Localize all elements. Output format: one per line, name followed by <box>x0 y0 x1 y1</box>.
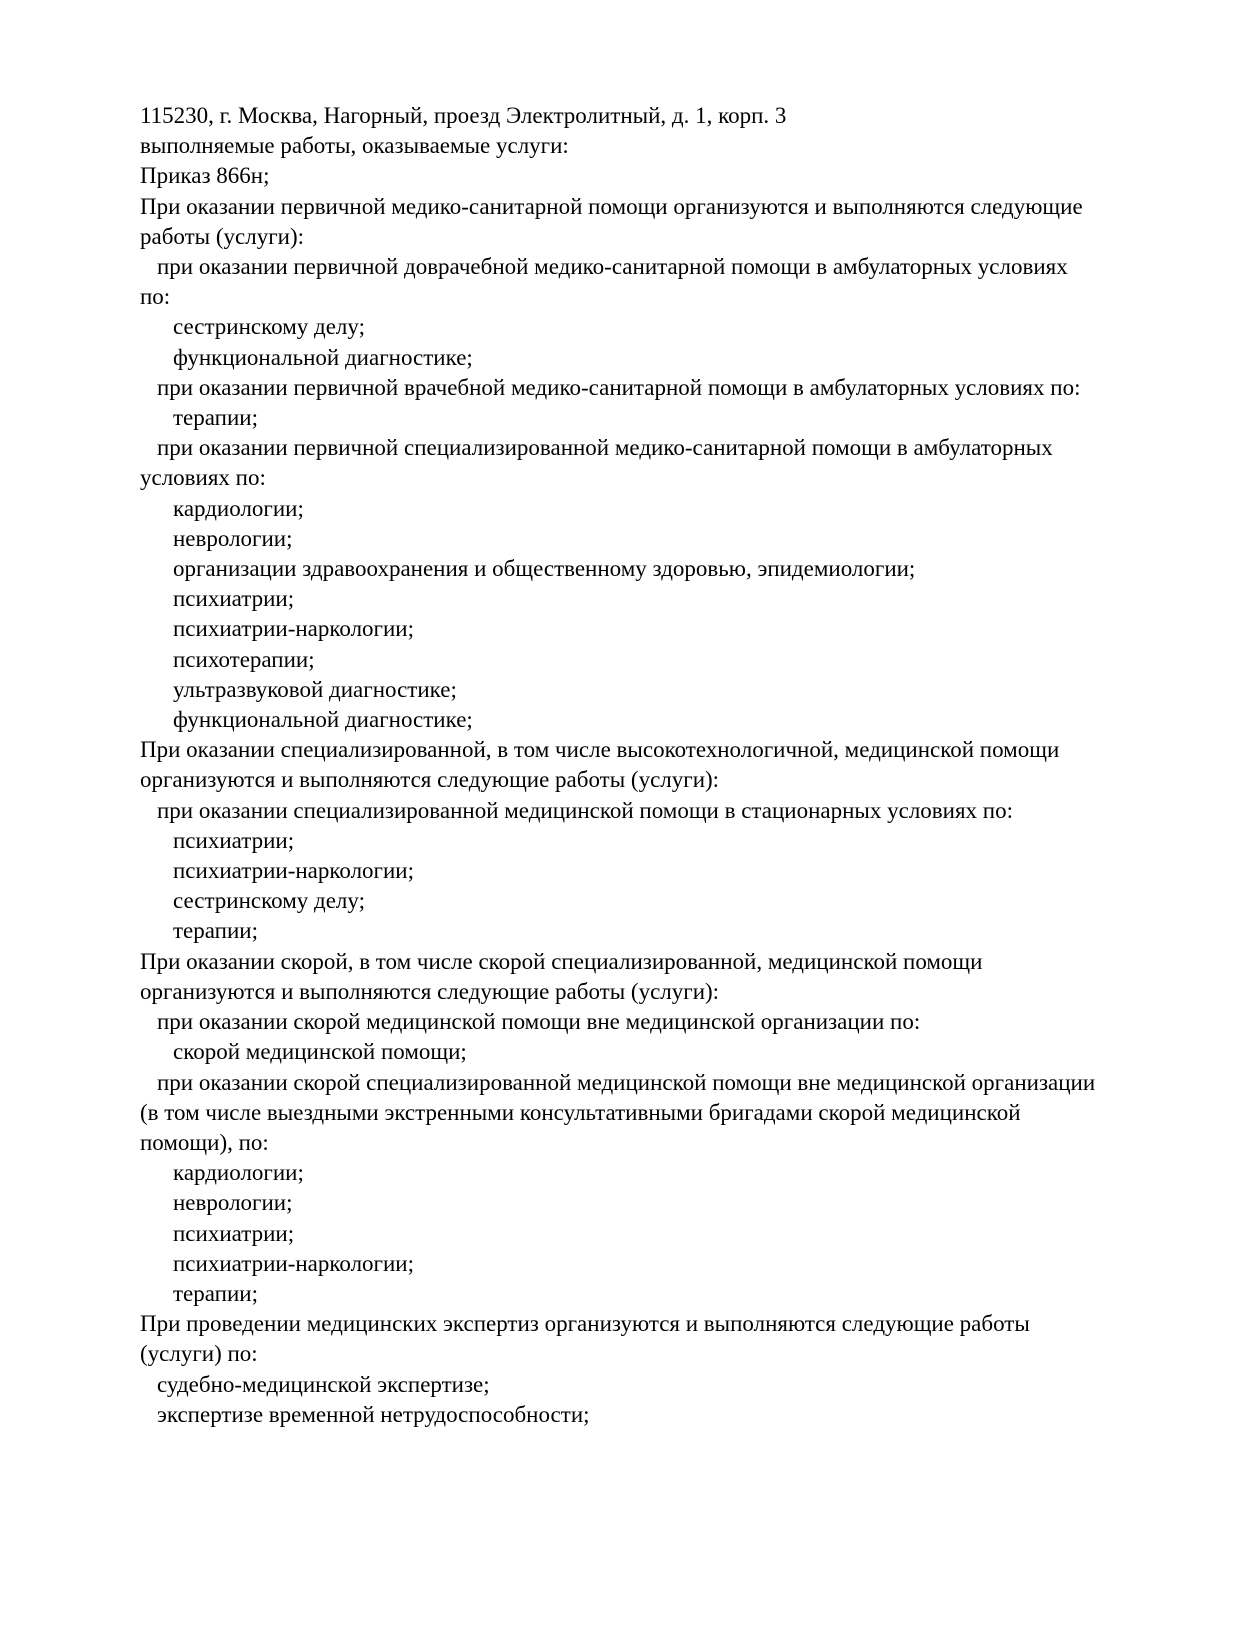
document-line: сестринскому делу; <box>173 314 365 340</box>
document-line: выполняемые работы, оказываемые услуги: <box>140 133 569 159</box>
document-line: Приказ 866н; <box>140 163 270 189</box>
license-works-services-text <box>140 101 1185 1430</box>
document-line: сестринскому делу; <box>173 888 365 914</box>
document-line: терапии; <box>173 405 258 431</box>
document-line: психиатрии-наркологии; <box>173 1250 414 1276</box>
document-line: при оказании первичной доврачебной медико-санитарной помощи в амбулаторных условиях <box>157 254 1068 280</box>
document-line: При оказании скорой, в том числе скорой специализированной, медицинской помощи <box>140 948 983 974</box>
document-line: организуются и выполняются следующие работы (услуги): <box>140 767 720 793</box>
document-line: неврологии; <box>173 1190 293 1216</box>
document-line: организуются и выполняются следующие работы (услуги): <box>140 978 720 1004</box>
document-line: при оказании первичной специализированной медико-санитарной помощи в амбулаторных <box>157 435 1053 461</box>
document-line: психиатрии; <box>173 1220 295 1246</box>
document-line: при оказании специализированной медицинской помощи в стационарных условиях по: <box>157 797 1013 823</box>
document-line: при оказании первичной врачебной медико-санитарной помощи в амбулаторных условиях по: <box>157 374 1081 400</box>
document-line: неврологии; <box>173 525 293 551</box>
document-line: 115230, г. Москва, Нагорный, проезд Электролитный, д. 1, корп. 3 <box>140 103 787 128</box>
document-line: психотерапии; <box>173 646 315 672</box>
document-line: ультразвуковой диагностике; <box>173 676 457 702</box>
document-line: кардиологии; <box>173 495 304 521</box>
document-line: помощи), по: <box>140 1129 269 1155</box>
document-line: терапии; <box>173 918 258 944</box>
document-line: работы (услуги): <box>140 223 304 249</box>
document-line: психиатрии-наркологии; <box>173 616 414 642</box>
document-line: функциональной диагностике; <box>173 344 473 370</box>
document-line: по: <box>140 284 171 310</box>
document-line: условиях по: <box>140 465 266 491</box>
document-line: При проведении медицинских экспертиз организуются и выполняются следующие работы <box>140 1311 1030 1337</box>
document-line: терапии; <box>173 1280 258 1306</box>
document-line: судебно-медицинской экспертизе; <box>157 1371 490 1397</box>
document-line: (в том числе выездными экстренными консультативными бригадами скорой медицинской <box>140 1099 1021 1125</box>
document-line: кардиологии; <box>173 1160 304 1186</box>
document-line: при оказании скорой медицинской помощи вне медицинской организации по: <box>157 1009 921 1035</box>
document-line: При оказании первичной медико-санитарной помощи организуются и выполняются следующие <box>140 193 1083 219</box>
document-line: экспертизе временной нетрудоспособности; <box>157 1401 590 1427</box>
document-line: психиатрии; <box>173 586 295 612</box>
document-line: психиатрии-наркологии; <box>173 858 414 884</box>
document-line: При оказании специализированной, в том числе высокотехнологичной, медицинской помощи <box>140 737 1060 763</box>
document-line: при оказании скорой специализированной медицинской помощи вне медицинской организации <box>157 1069 1096 1095</box>
document-line: скорой медицинской помощи; <box>173 1039 467 1065</box>
document-line: функциональной диагностике; <box>173 707 473 733</box>
document-line: организации здравоохранения и общественному здоровью, эпидемиологии; <box>173 556 916 582</box>
document-line: психиатрии; <box>173 827 295 853</box>
document-line: (услуги) по: <box>140 1341 258 1367</box>
